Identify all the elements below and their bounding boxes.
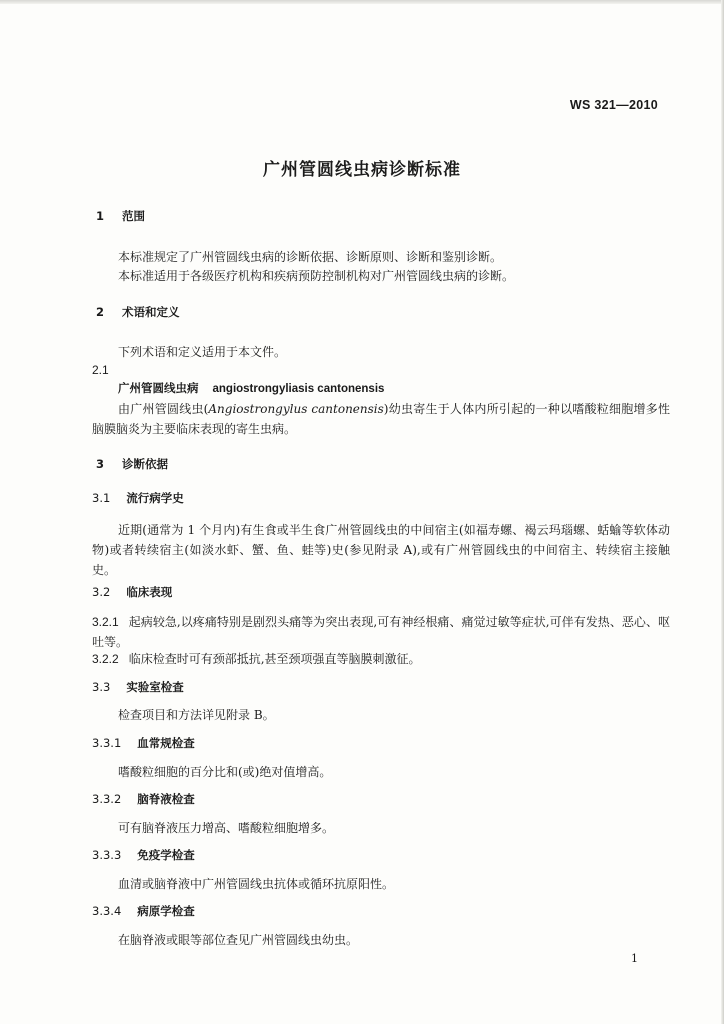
section-title: 流行病学史 <box>126 491 184 505</box>
definition-prefix: 由广州管圆线虫( <box>118 402 209 416</box>
section-title: 病原学检查 <box>137 904 195 918</box>
standard-code: WS 321—2010 <box>569 98 658 112</box>
section-3-3-1-paragraph: 嗜酸粒细胞的百分比和(或)绝对值增高。 <box>118 765 332 779</box>
section-title: 脑脊液检查 <box>137 792 195 806</box>
clause-number: 3.2.1 <box>92 615 119 629</box>
section-title: 范围 <box>122 209 146 223</box>
page-title: 广州管圆线虫病诊断标准 <box>263 160 461 180</box>
section-number: 3.3.2 <box>92 792 122 806</box>
section-number: 3.2 <box>92 585 111 599</box>
section-title: 临床表现 <box>126 585 173 599</box>
clause-text: 起病较急,以疼痛特别是剧烈头痛等为突出表现,可有神经根痛、痛觉过敏等症状,可伴有发热、恶心、呕吐等。 <box>92 615 670 649</box>
term-number: 2.1 <box>92 363 109 377</box>
section-3-2-heading <box>92 584 172 600</box>
section-3-heading <box>96 456 168 472</box>
clause-3-2-2 <box>92 649 670 669</box>
term-chinese: 广州管圆线虫病 <box>118 381 199 395</box>
definition-latin-name: Angiostrongylus cantonensis <box>208 402 384 416</box>
section-number: 3 <box>96 457 105 471</box>
section-number: 3.3.3 <box>92 848 122 862</box>
section-3-3-4-heading <box>92 903 195 919</box>
section-1-paragraph-2: 本标准适用于各级医疗机构和疾病预防控制机构对广州管圆线虫病的诊断。 <box>118 269 515 283</box>
section-3-3-2-paragraph: 可有脑脊液压力增高、嗜酸粒细胞增多。 <box>118 821 335 835</box>
clause-text: 临床检查时可有颈部抵抗,甚至颈项强直等脑膜刺激征。 <box>128 652 421 666</box>
term-english: angiostrongyliasis cantonensis <box>212 383 385 395</box>
term-definition <box>92 399 670 439</box>
section-title: 免疫学检查 <box>137 848 195 862</box>
section-title: 血常规检查 <box>137 736 195 750</box>
section-number: 2 <box>96 305 105 319</box>
section-number: 3.1 <box>92 491 111 505</box>
section-1-heading <box>96 208 145 224</box>
section-3-3-paragraph: 检查项目和方法详见附录 B。 <box>118 708 275 722</box>
definition-suffix: )幼虫寄生于人体内所引起的一种以嗜酸粒细胞增多性脑膜脑炎为主要临床表现的寄生虫病。 <box>92 402 671 436</box>
section-title: 实验室检查 <box>126 680 184 694</box>
page-number: 1 <box>631 952 638 965</box>
section-number: 3.3 <box>92 680 111 694</box>
section-3-3-3-heading <box>92 847 195 863</box>
section-3-3-heading <box>92 679 184 695</box>
section-title: 诊断依据 <box>122 457 169 471</box>
section-2-heading <box>96 304 180 320</box>
section-2-paragraph: 下列术语和定义适用于本文件。 <box>118 345 287 359</box>
section-3-1-paragraph: 近期(通常为 1 个月内)有生食或半生食广州管圆线虫的中间宿主(如福寿螺、褐云玛瑙螺、蛞蝓等软体动物)或者转续宿主(如淡水虾、蟹、鱼、蛙等)史(参见附录 A),或有广州管圆线虫的中间宿主、转续宿主接触史。 <box>92 523 670 577</box>
section-number: 3.3.4 <box>92 904 122 918</box>
section-number: 3.3.1 <box>92 736 122 750</box>
section-3-3-2-heading <box>92 791 195 807</box>
section-1-paragraph-1: 本标准规定了广州管圆线虫病的诊断依据、诊断原则、诊断和鉴别诊断。 <box>118 250 503 264</box>
clause-3-2-1 <box>92 612 670 652</box>
term-entry <box>118 380 384 396</box>
section-title: 术语和定义 <box>122 305 180 319</box>
section-number: 1 <box>96 209 105 223</box>
section-3-3-3-paragraph: 血清或脑脊液中广州管圆线虫抗体或循环抗原阳性。 <box>118 877 395 891</box>
clause-number: 3.2.2 <box>92 652 119 666</box>
page-top-edge <box>0 0 724 4</box>
section-3-3-1-heading <box>92 735 195 751</box>
section-3-3-4-paragraph: 在脑脊液或眼等部位查见广州管圆线虫幼虫。 <box>118 933 359 947</box>
section-3-1-heading <box>92 490 184 506</box>
